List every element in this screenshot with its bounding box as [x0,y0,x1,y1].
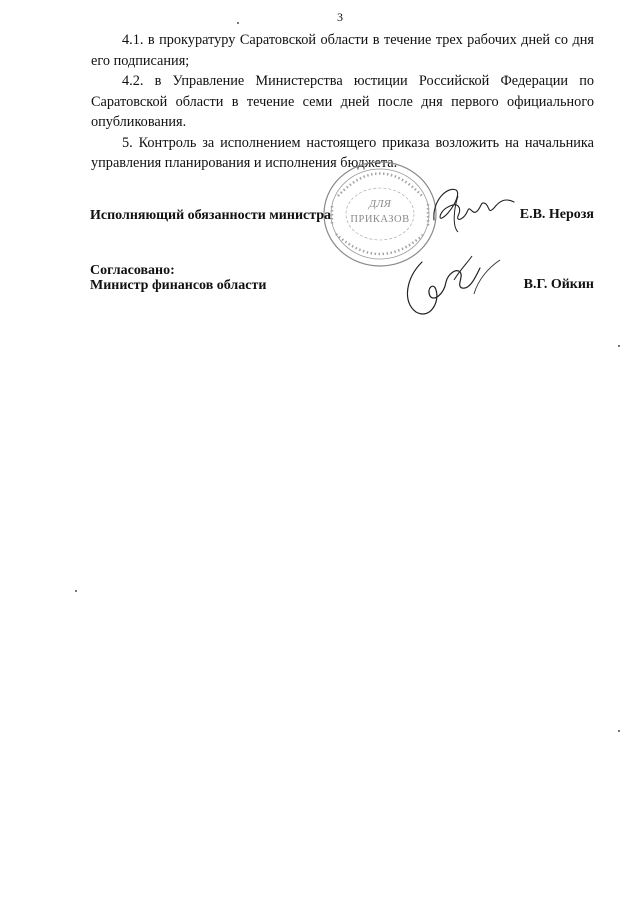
acting-minister-signature [428,180,518,236]
document-body [91,30,594,174]
paragraph-5: 5. Контроль за исполнением настоящего приказа возложить на начальника управления планирования и исполнения бюджета. [91,134,594,171]
page-number: 3 [337,10,343,24]
scan-speck [75,590,77,592]
agreed-label: Согласовано: [90,263,175,278]
scan-speck [618,345,620,347]
stamp-line-2: ПРИКАЗОВ [350,214,410,225]
scan-speck [618,730,620,732]
paragraph-4-2: 4.2. в Управление Министерства юстиции Российской Федерации по Саратовской области в течение семи дней после дня первого официального опубликования. [91,73,594,130]
stamp-line-1: ДЛЯ [369,198,391,210]
finance-minister-title: Министр финансов области [90,278,267,293]
scan-speck [237,22,239,24]
acting-minister-title: Исполняющий обязанности министра [90,208,332,223]
paragraph-4-1: 4.1. в прокуратуру Саратовской области в течение трех рабочих дней со дня его подписания; [91,32,594,69]
finance-minister-name: В.Г. Ойкин [523,277,594,292]
finance-minister-signature [400,250,505,322]
acting-minister-name: Е.В. Нерозя [519,207,594,222]
